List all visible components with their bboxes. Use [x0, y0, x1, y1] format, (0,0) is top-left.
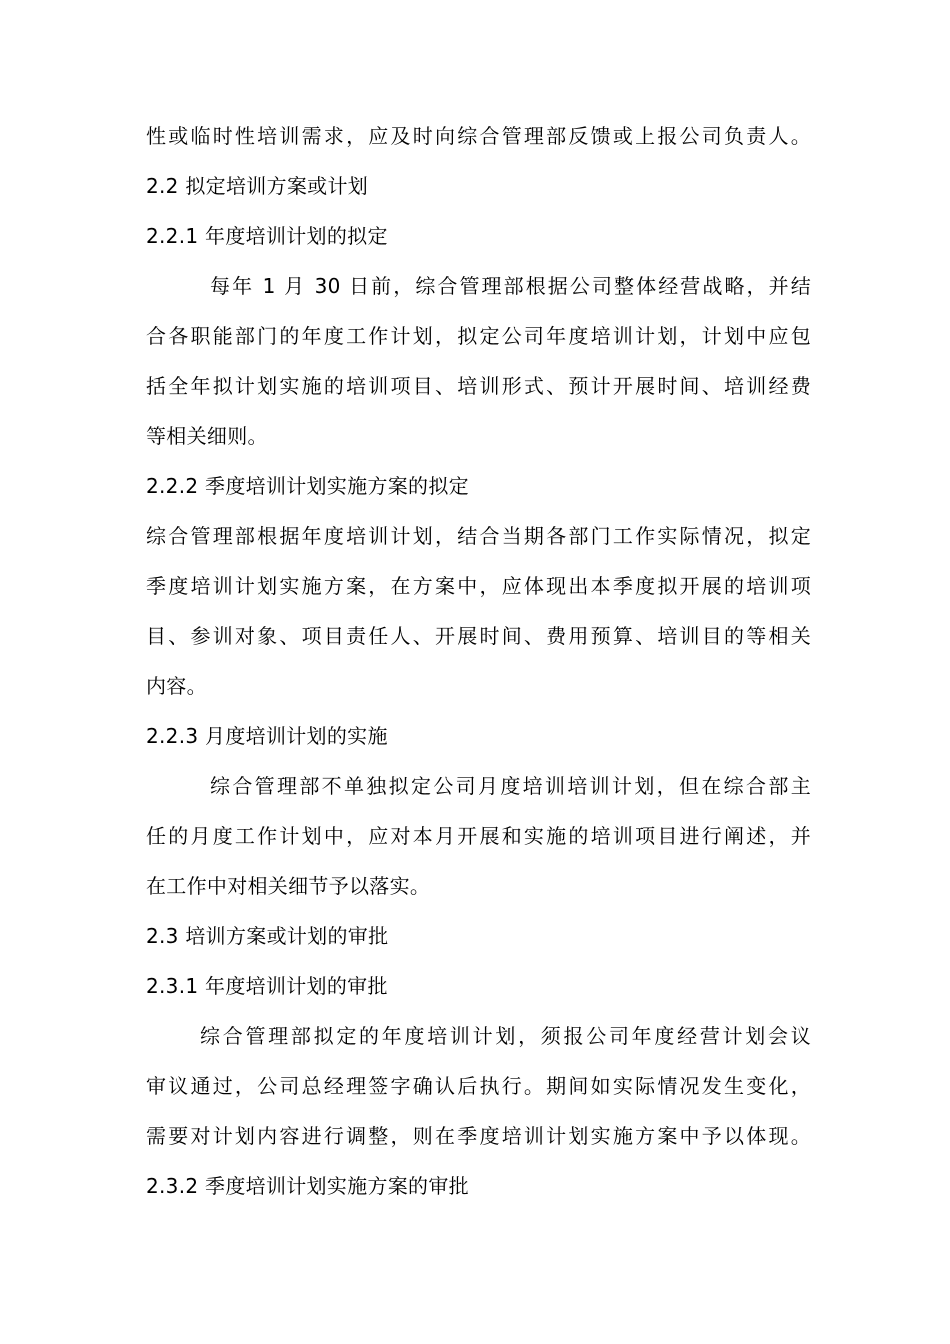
section-heading: 2.2 拟定培训方案或计划: [146, 174, 369, 198]
paragraph-line: 季度培训计划实施方案，在方案中，应体现出本季度拟开展的培训项: [146, 574, 811, 598]
subsection-heading: 2.3.1 年度培训计划的审批: [146, 974, 388, 998]
paragraph-line: 综合管理部根据年度培训计划，结合当期各部门工作实际情况，拟定: [146, 524, 811, 548]
section-heading: 2.3 培训方案或计划的审批: [146, 924, 389, 948]
subsection-heading: 2.2.1 年度培训计划的拟定: [146, 224, 388, 248]
paragraph-line: 每年 1 月 30 日前，综合管理部根据公司整体经营战略，并结: [210, 274, 811, 298]
paragraph-line: 综合管理部拟定的年度培训计划，须报公司年度经营计划会议: [200, 1024, 811, 1048]
paragraph-line: 任的月度工作计划中，应对本月开展和实施的培训项目进行阐述，并: [146, 824, 811, 848]
subsection-heading: 2.3.2 季度培训计划实施方案的审批: [146, 1174, 469, 1198]
paragraph-line: 合各职能部门的年度工作计划，拟定公司年度培训计划，计划中应包: [146, 324, 811, 348]
paragraph-line: 目、参训对象、项目责任人、开展时间、费用预算、培训目的等相关: [146, 624, 811, 648]
paragraph-line: 括全年拟计划实施的培训项目、培训形式、预计开展时间、培训经费: [146, 374, 811, 398]
subsection-heading: 2.2.3 月度培训计划的实施: [146, 724, 388, 748]
paragraph-line: 内容。: [146, 674, 207, 698]
subsection-heading: 2.2.2 季度培训计划实施方案的拟定: [146, 474, 469, 498]
paragraph-line: 在工作中对相关细节予以落实。: [146, 874, 431, 898]
paragraph-line: 审议通过，公司总经理签字确认后执行。期间如实际情况发生变化，: [146, 1074, 811, 1098]
paragraph-line: 性或临时性培训需求，应及时向综合管理部反馈或上报公司负责人。: [146, 124, 811, 148]
paragraph-line: 综合管理部不单独拟定公司月度培训培训计划，但在综合部主: [210, 774, 811, 798]
paragraph-line: 等相关细则。: [146, 424, 268, 448]
paragraph-line: 需要对计划内容进行调整，则在季度培训计划实施方案中予以体现。: [146, 1124, 811, 1148]
